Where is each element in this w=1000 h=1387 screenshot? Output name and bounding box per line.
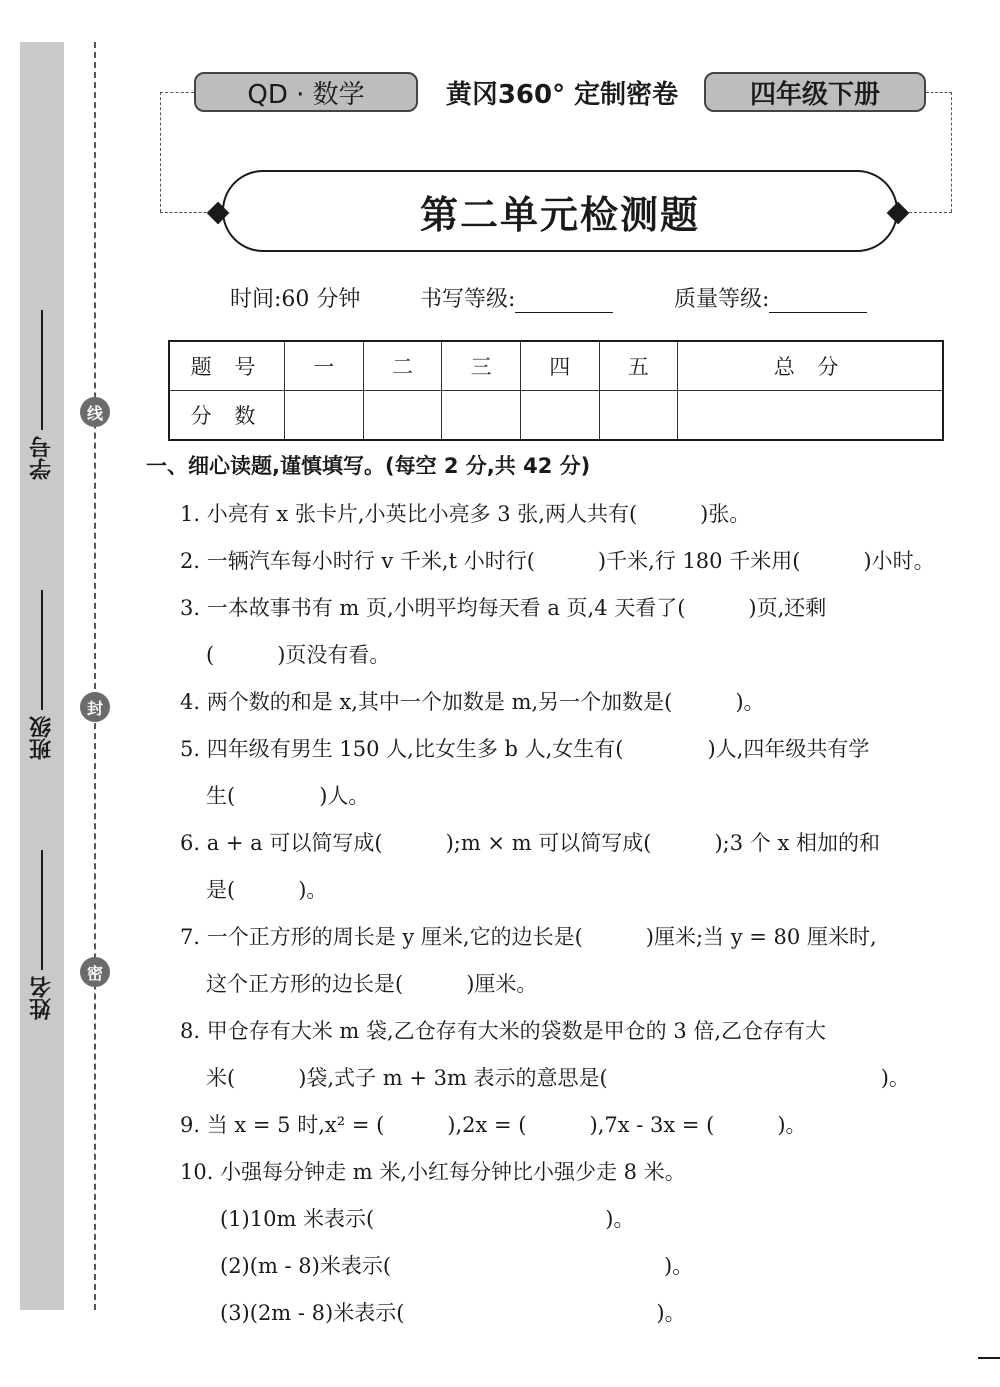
name-label: 姓名	[29, 976, 55, 1020]
question-line: 米( )袋,式子 m + 3m 表示的意思是( )。	[206, 1066, 910, 1090]
seal-feng-mark: 封	[80, 692, 110, 722]
question-line: 5. 四年级有男生 150 人,比女生多 b 人,女生有( )人,四年级共有学	[180, 737, 870, 761]
cut-line	[94, 42, 96, 1310]
score-table	[168, 340, 944, 441]
header-dash-left-top	[160, 92, 194, 93]
table-header-cell: 一	[285, 341, 364, 391]
question-line: ( )页没有看。	[206, 643, 391, 667]
class-label: 班级	[29, 716, 55, 760]
quality-grade-blank	[769, 292, 867, 313]
seal-line-mark: 线	[80, 397, 110, 427]
subject-badge: QD · 数学	[194, 72, 418, 112]
score-cell[interactable]	[678, 391, 943, 441]
quality-grade-label: 质量等级:	[674, 287, 770, 312]
question-line: 6. a + a 可以简写成( );m × m 可以简写成( );3 个 x 相加的和	[180, 831, 880, 855]
score-table-score-row	[169, 391, 943, 441]
title-banner	[222, 170, 898, 252]
table-header-cell: 题 号	[169, 341, 285, 391]
question-line: 是( )。	[206, 878, 328, 902]
score-row-label: 分 数	[169, 391, 285, 441]
writing-grade-blank	[515, 292, 613, 313]
score-cell[interactable]	[520, 391, 599, 441]
score-cell[interactable]	[285, 391, 364, 441]
writing-grade-field	[420, 282, 613, 313]
section-1-title: 一、细心读题,谨慎填写。(每空 2 分,共 42 分)	[146, 454, 591, 478]
question-line: 生( )人。	[206, 784, 370, 808]
question-line: 8. 甲仓存有大米 m 袋,乙仓存有大米的袋数是甲仓的 3 倍,乙仓存有大	[180, 1019, 827, 1043]
quality-grade-field	[674, 282, 867, 313]
table-header-cell: 四	[520, 341, 599, 391]
header-dash-right-bottom	[904, 212, 952, 213]
header-dash-right-top	[926, 92, 952, 93]
name-blank	[41, 850, 43, 970]
student-id-blank	[41, 310, 43, 430]
table-header-cell: 五	[599, 341, 678, 391]
table-header-cell: 三	[442, 341, 521, 391]
header-dash-right-vertical	[951, 92, 952, 212]
name-field	[18, 830, 66, 1020]
table-header-cell: 二	[363, 341, 442, 391]
question-line: 10. 小强每分钟走 m 米,小红每分钟比小强少走 8 米。	[180, 1160, 686, 1184]
class-field	[18, 570, 66, 760]
question-subline: (3)(2m - 8)米表示( )。	[220, 1301, 686, 1325]
header-dash-left-vertical	[160, 92, 161, 212]
question-line: 9. 当 x = 5 时,x² = ( ),2x = ( ),7x - 3x = ( )。	[180, 1113, 807, 1137]
score-table-header-row	[169, 341, 943, 391]
question-line: 这个正方形的边长是( )厘米。	[206, 972, 538, 996]
score-cell[interactable]	[442, 391, 521, 441]
question-line: 4. 两个数的和是 x,其中一个加数是 m,另一个加数是( )。	[180, 690, 765, 714]
question-line: 7. 一个正方形的周长是 y 厘米,它的边长是( )厘米;当 y = 80 厘米时,	[180, 925, 877, 949]
student-id-label: 学号	[29, 436, 55, 480]
question-subline: (2)(m - 8)米表示( )。	[220, 1254, 694, 1278]
time-limit: 时间:60 分钟	[230, 287, 361, 312]
page-edge-mark	[978, 1357, 1000, 1359]
table-header-cell: 总 分	[678, 341, 943, 391]
score-cell[interactable]	[363, 391, 442, 441]
writing-grade-label: 书写等级:	[420, 287, 516, 312]
brand-name: 黄冈360° 定制密卷	[445, 79, 679, 110]
score-cell[interactable]	[599, 391, 678, 441]
grade-badge: 四年级下册	[704, 72, 926, 112]
page-title: 第二单元检测题	[419, 191, 700, 237]
question-line: 3. 一本故事书有 m 页,小明平均每天看 a 页,4 天看了( )页,还剩	[180, 596, 827, 620]
student-id-field	[18, 290, 66, 480]
question-line: 1. 小亮有 x 张卡片,小英比小亮多 3 张,两人共有( )张。	[180, 502, 751, 526]
seal-mi-mark: 密	[80, 957, 110, 987]
question-subline: (1)10m 米表示( )。	[220, 1207, 635, 1231]
question-line: 2. 一辆汽车每小时行 v 千米,t 小时行( )千米,行 180 千米用( )小时。	[180, 549, 935, 573]
class-blank	[41, 590, 43, 710]
